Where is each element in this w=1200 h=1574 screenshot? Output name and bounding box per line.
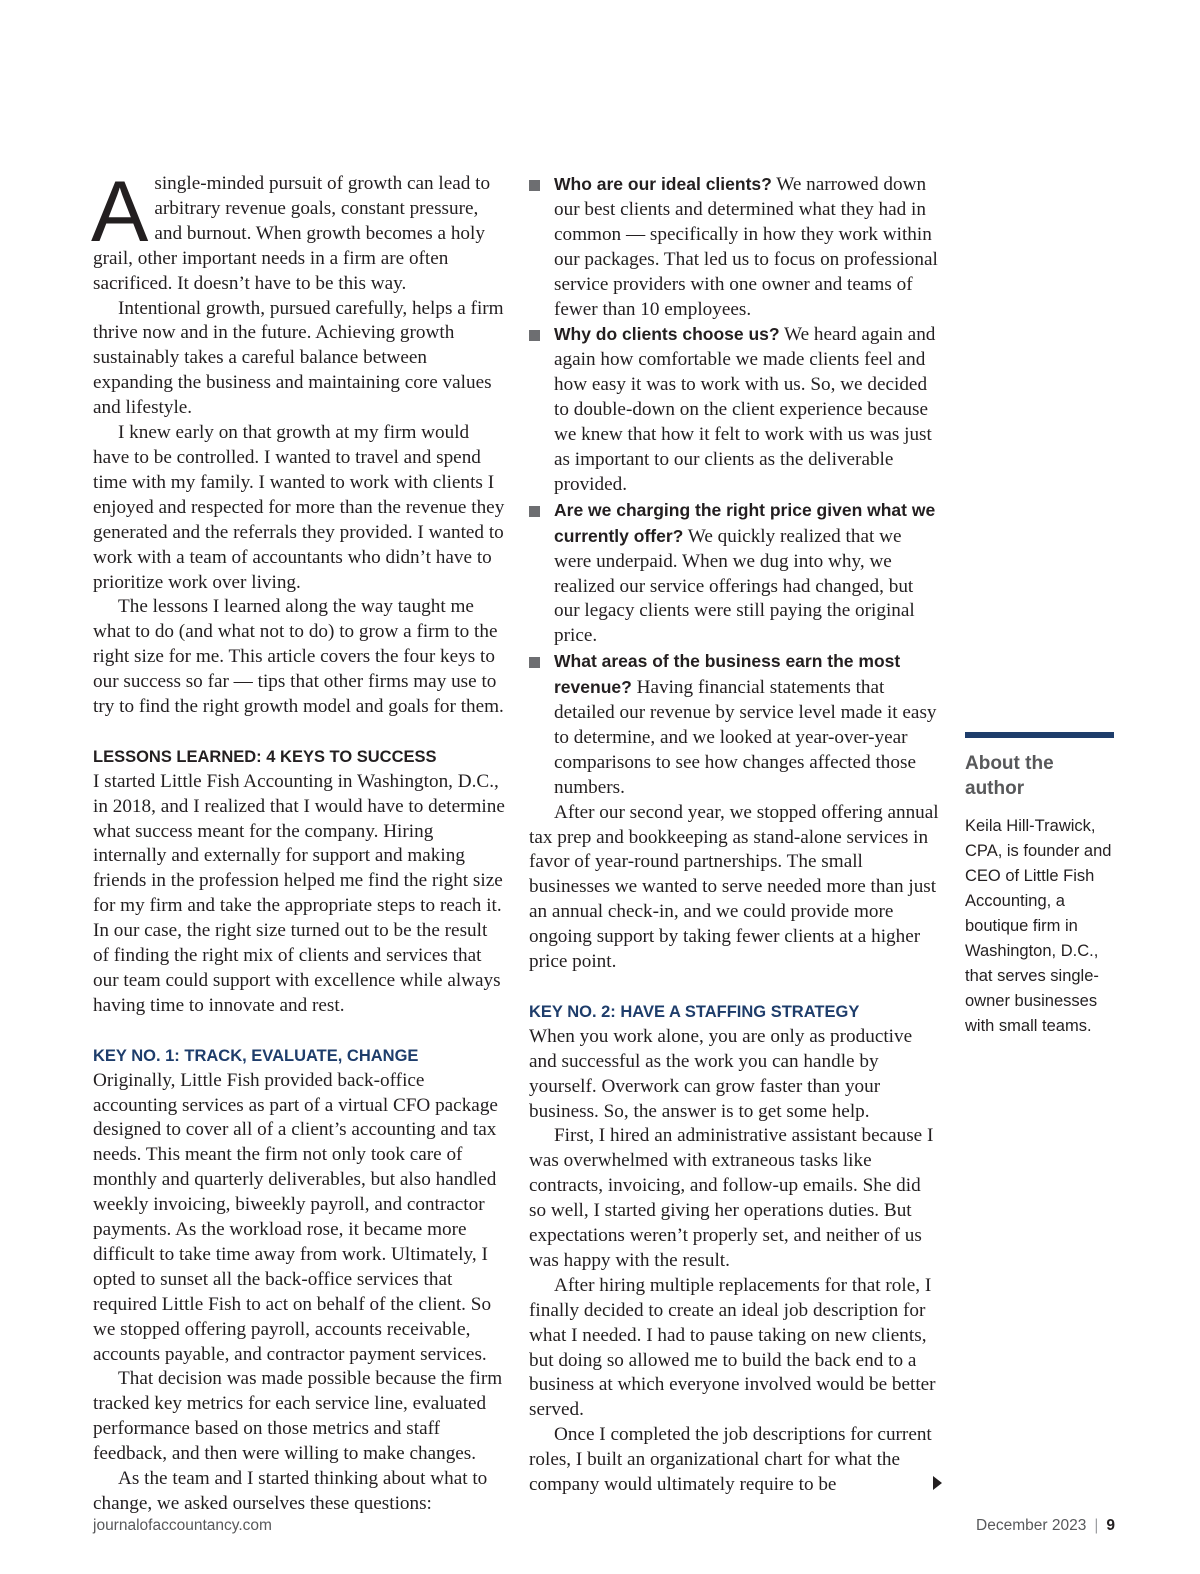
intro-paragraph-4: The lessons I learned along the way taught me what to do (and what not to do) to grow a firm to the right size for me. This article covers the four keys to our success so far — tips that other firms may use to try to find the right growth model and goals for them. <box>93 596 504 718</box>
key1-paragraph-3: As the team and I started thinking about what to change, we asked ourselves these questions: <box>93 1468 488 1514</box>
key2-heading: KEY NO. 2: HAVE A STAFFING STRATEGY <box>529 1002 860 1021</box>
square-bullet-icon <box>529 330 540 341</box>
square-bullet-icon <box>529 657 540 668</box>
question-text: Who are our ideal clients? <box>554 174 772 194</box>
footer-issue-page <box>976 1517 1115 1535</box>
footer-issue: December 2023 <box>976 1517 1087 1534</box>
intro-paragraph-3: I knew early on that growth at my firm would have to be controlled. I wanted to travel and spend time with my family. I wanted to work with clients I enjoyed and respected for more than the revenue they generated and the referrals they provided. I wanted to work with a team of accountants who didn’t have to prioritize work over living. <box>93 422 505 593</box>
footer-site-link[interactable]: journalofaccountancy.com <box>93 1517 272 1534</box>
footer-separator: | <box>1094 1517 1099 1534</box>
page-number: 9 <box>1106 1517 1115 1534</box>
question-text: What areas of the business earn the most revenue? <box>554 651 901 698</box>
intro-paragraph-2: Intentional growth, pursued carefully, helps a firm thrive now and in the future. Achieving growth sustainably takes a careful balance between expanding the business and maintaining core values and lifestyle. <box>93 297 504 419</box>
question-item <box>529 649 939 800</box>
question-text: Are we charging the right price given what we currently offer? <box>554 499 936 546</box>
key2-paragraph-2: First, I hired an administrative assistant because I was overwhelmed with extraneous tasks like contracts, invoicing, and follow-up emails. She did so well, I started giving her operations duties. But expectations weren’t properly set, and neither of us was happy with the result. <box>529 1125 934 1271</box>
sidebar-rule <box>965 732 1114 738</box>
lessons-paragraph-1: I started Little Fish Accounting in Washington, D.C., in 2018, and I realized that I would have to determine what success meant for the company. Hiring internally and externally for support and making friends in the profession helped me find the right size for my firm and take the appropriate steps to reach it. In our case, the right size turned out to be the result of finding the right mix of clients and services that our team could support with excellence while always having time to innovate and rest. <box>93 770 505 1016</box>
questions-list <box>529 172 939 801</box>
answer-text: We heard again and again how comfortable we made clients feel and how easy it was to work with us. So, we decided to double-down on the client experience because we knew that how it felt to work with us was just as important to our clients as the deliverable provided. <box>554 324 936 495</box>
lessons-heading: LESSONS LEARNED: 4 KEYS TO SUCCESS <box>93 747 437 766</box>
key2-paragraph-3: After hiring multiple replacements for that role, I finally decided to create an ideal job description for what I needed. I had to pause taking on new clients, but doing so allowed me to build the back end to a business at which everyone involved would be better served. <box>529 1274 936 1421</box>
intro-paragraph-1 <box>91 164 507 297</box>
key2-paragraph-1: When you work alone, you are only as productive and successful as the work you can handle by yourself. Overwork can grow faster than your business. So, the answer is to get some help. <box>529 1025 913 1122</box>
key1-heading: KEY NO. 1: TRACK, EVALUATE, CHANGE <box>93 1046 419 1065</box>
key1-paragraph-4: After our second year, we stopped offering annual tax prep and bookkeeping as stand-alone services in favor of year-round partnerships. The small businesses we wanted to serve needed more than just an annual check-in, and we could provide more ongoing support by taking fewer clients at a higher price point. <box>529 801 939 973</box>
intro-paragraph-1-text: single-minded pursuit of growth can lead to arbitrary revenue goals, constant pressure, and burnout. When growth becomes a holy grail, other important needs in a firm are often sacrificed. It doesn’t have to be this way. <box>93 173 491 294</box>
question-text: Why do clients choose us? <box>554 324 780 345</box>
sidebar-body: Keila Hill-Trawick, CPA, is founder and CEO of Little Fish Accounting, a boutique firm in Washington, D.C., that serves single-owner businesses with small teams. <box>965 817 1112 1035</box>
answer-text: We quickly realized that we were underpaid. When we dug into why, we realized our service offerings had changed, but our legacy clients were still paying the original price. <box>554 525 915 647</box>
answer-text: Having financial statements that detailed our revenue by service level made it easy to determine, and we looked at year-over-year comparisons to see how changes affected those numbers. <box>554 677 937 798</box>
key2-paragraph-4: Once I completed the job descriptions for current roles, I built an organizational chart for what the company would ultimately require to be <box>529 1424 932 1496</box>
about-author-sidebar <box>965 732 1115 1039</box>
drop-cap: A <box>91 164 149 260</box>
answer-text: We narrowed down our best clients and determined what they had in common — specifically in how they work within our packages. That led us to focus on professional service providers with one owner and teams of fewer than 10 employees. <box>554 174 938 320</box>
square-bullet-icon <box>529 180 540 191</box>
article-column-left <box>91 164 507 1517</box>
question-item <box>529 322 939 497</box>
square-bullet-icon <box>529 506 540 517</box>
question-item <box>529 498 939 649</box>
key1-paragraph-2: That decision was made possible because the firm tracked key metrics for each service line, evaluated performance based on those metrics and staff feedback, and then were willing to make changes. <box>93 1368 503 1465</box>
question-item <box>529 172 939 322</box>
sidebar-title: About the author <box>965 753 1054 799</box>
continue-arrow-icon <box>933 1476 942 1490</box>
article-column-middle <box>529 172 939 1498</box>
key1-paragraph-1: Originally, Little Fish provided back-office accounting services as part of a virtual CFO package designed to cover all of a client’s accounting and tax needs. This meant the firm not only took care of monthly and quarterly deliverables, but also handled weekly invoicing, biweekly payroll, and contractor payments. As the workload rose, it became more difficult to take time away from work. Ultimately, I opted to sunset all the back-office services that required Little Fish to act on behalf of the client. So we stopped offering payroll, accounts receivable, accounts payable, and contractor payment services. <box>93 1069 498 1365</box>
